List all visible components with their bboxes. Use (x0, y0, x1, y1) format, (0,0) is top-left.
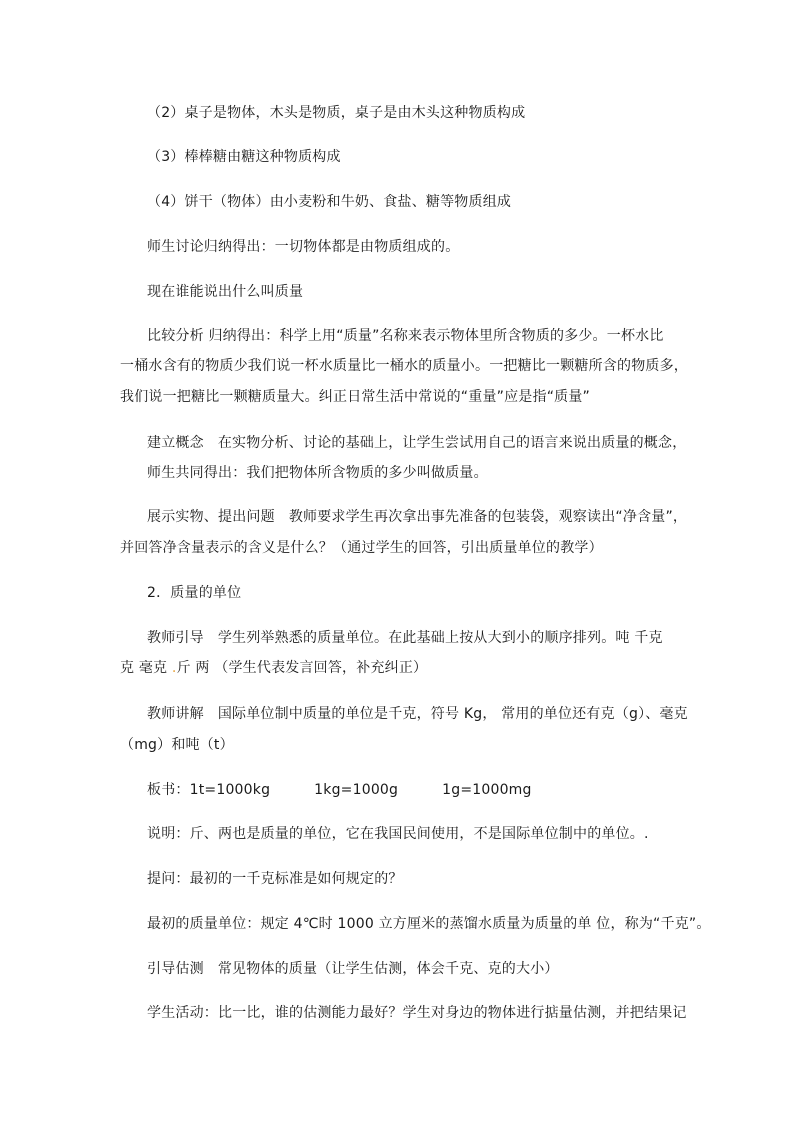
paragraph-guide-line-1 (147, 629, 663, 647)
section-heading-units: 2．质量的单位 (147, 585, 242, 601)
guide-units-b: 斤 两 （学生代表发言回答，补充纠正） (176, 660, 428, 676)
paragraph-analysis-line-2: 一桶水含有的物质少我们说一杯水质量比一桶水的质量小。一把糖比一颗糖所含的物质多， (120, 358, 688, 374)
estimate-heading: 引导估测 (147, 961, 204, 977)
board-label: 板书： (147, 782, 190, 798)
paragraph-example-3: （3）棒棒糖由糖这种物质构成 (147, 149, 341, 165)
paragraph-display-line-2: 并回答净含量表示的含义是什么？（通过学生的回答，引出质量单位的教学） (120, 540, 603, 556)
paragraph-explain-line-2: （mg）和吨（t） (120, 737, 234, 753)
paragraph-example-4: （4）饼干（物体）由小麦粉和牛奶、食盐、糖等物质组成 (147, 194, 512, 210)
board-formula-2: 1kg=1000g (314, 782, 399, 798)
paragraph-analysis-line-1: 比较分析 归纳得出：科学上用“质量”名称来表示物体里所含物质的多少。一杯水比 (147, 328, 664, 344)
display-heading: 展示实物、提出问题 (147, 509, 275, 525)
explain-text: 国际单位制中质量的单位是千克，符号 Kg， 常用的单位还有克（g）、毫克 (217, 706, 688, 722)
board-formula-1: 1t=1000kg (189, 782, 271, 798)
display-text: 教师要求学生再次拿出事先准备的包装袋，观察读出“净含量”， (288, 509, 688, 525)
stray-mark: . (171, 660, 177, 676)
explain-heading: 教师讲解 (147, 706, 204, 722)
concept-heading: 建立概念 (147, 435, 204, 451)
board-formula-3: 1g=1000mg (442, 782, 532, 798)
paragraph-conclusion: 师生讨论归纳得出：一切物体都是由物质组成的。 (147, 239, 460, 255)
paragraph-explain-line-1 (147, 705, 688, 723)
paragraph-activity: 学生活动：比一比，谁的估测能力最好？学生对身边的物体进行掂量估测，并把结果记 (147, 1005, 687, 1021)
paragraph-definition: 最初的质量单位：规定 4℃时 1000 立方厘米的蒸馏水质量为质量的单 位，称为“千克”。 (147, 916, 711, 932)
paragraph-display-line-1 (147, 508, 687, 526)
paragraph-analysis-line-3: 我们说一把糖比一颗糖质量大。纠正日常生活中常说的“重量”应是指“质量” (120, 389, 591, 405)
estimate-text: 常见物体的质量（让学生估测，体会千克、克的大小） (217, 961, 559, 977)
paragraph-concept-line-1 (147, 434, 686, 452)
paragraph-guide-line-2 (120, 659, 427, 677)
guide-units-a: 克 毫克 (120, 660, 172, 676)
paragraph-example-2: （2）桌子是物体，木头是物质，桌子是由木头这种物质构成 (147, 105, 526, 121)
guide-heading: 教师引导 (147, 630, 204, 646)
paragraph-ask: 提问：最初的一千克标准是如何规定的？ (147, 871, 403, 887)
paragraph-concept-line-2: 师生共同得出：我们把物体所含物质的多少叫做质量。 (147, 465, 488, 481)
paragraph-estimate (147, 960, 559, 978)
concept-text: 在实物分析、讨论的基础上，让学生尝试用自己的语言来说出质量的概念， (217, 435, 687, 451)
paragraph-board-notes (147, 781, 532, 799)
paragraph-note: 说明：斤、两也是质量的单位，它在我国民间使用，不是国际单位制中的单位。. (147, 826, 649, 842)
paragraph-question: 现在谁能说出什么叫质量 (147, 284, 304, 300)
guide-text: 学生列举熟悉的质量单位。在此基础上按从大到小的顺序排列。吨 千克 (217, 630, 663, 646)
